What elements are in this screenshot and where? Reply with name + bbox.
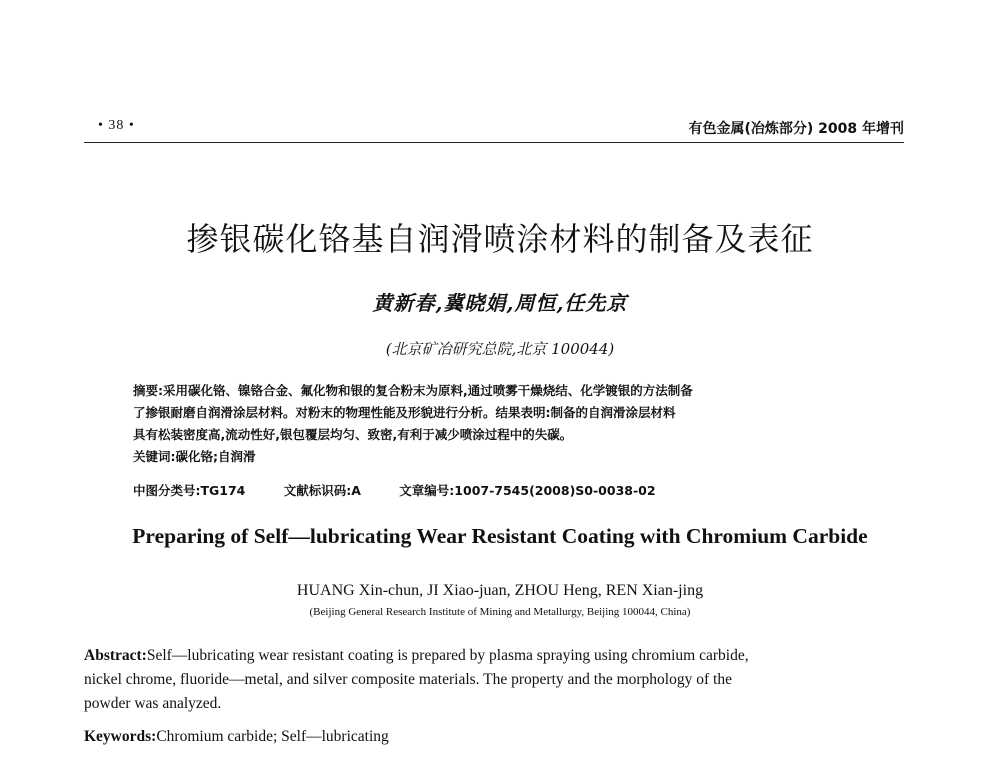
english-affiliation: (Beijing General Research Institute of Mining and Metallurgy, Beijing 100044, China)	[309, 606, 691, 618]
document-code: 文献标识码:A	[283, 483, 361, 498]
keywords-text: Chromium carbide; Self—lubricating	[156, 728, 389, 745]
chinese-keywords: 关键词:碳化铬;自润滑	[133, 449, 256, 464]
page-number: • 38 •	[98, 118, 135, 133]
journal-name: 有色金属(冶炼部分) 2008 年增刊	[688, 121, 904, 137]
chinese-abstract	[133, 380, 853, 468]
abstract-text: Self—lubricating wear resistant coating is prepared by plasma spraying using chromium carbide,	[146, 647, 749, 664]
header-rule	[84, 142, 904, 143]
clc-number: 中图分类号:TG174	[133, 483, 246, 498]
english-keywords	[84, 728, 389, 746]
english-abstract-line: powder was analyzed.	[84, 695, 222, 712]
chinese-affiliation: (北京矿冶研究总院,北京 100044)	[385, 340, 615, 358]
english-authors: HUANG Xin-chun, JI Xiao-juan, ZHOU Heng, REN Xian-jing	[296, 582, 704, 599]
chinese-abstract-line: 具有松装密度高,流动性好,银包覆层均匀、致密,有利于减少喷涂过程中的失碳。	[133, 427, 573, 442]
chinese-abstract-line: 摘要:采用碳化铬、镍铬合金、氟化物和银的复合粉末为原料,通过喷雾干燥烧结、化学镀银的方法制备	[133, 383, 693, 398]
classification-line	[133, 481, 690, 499]
keywords-label: Keywords:	[84, 728, 157, 745]
chinese-abstract-line: 了掺银耐磨自润滑涂层材料。对粉末的物理性能及形貌进行分析。结果表明:制备的自润滑涂层材料	[133, 405, 676, 420]
article-number: 文章编号:1007-7545(2008)S0-0038-02	[399, 483, 656, 498]
running-header	[84, 118, 904, 140]
english-abstract	[84, 644, 904, 716]
abstract-label: Abstract:	[84, 647, 147, 664]
chinese-title: 掺银碳化铬基自润滑喷涂材料的制备及表征	[186, 220, 814, 258]
chinese-authors: 黄新春,冀晓娟,周恒,任先京	[372, 291, 628, 315]
english-abstract-line: nickel chrome, fluoride—metal, and silver composite materials. The property and the morphology of the	[84, 671, 732, 688]
english-abstract-line	[84, 644, 904, 668]
english-title: Preparing of Self—lubricating Wear Resistant Coating with Chromium Carbide	[132, 524, 868, 548]
